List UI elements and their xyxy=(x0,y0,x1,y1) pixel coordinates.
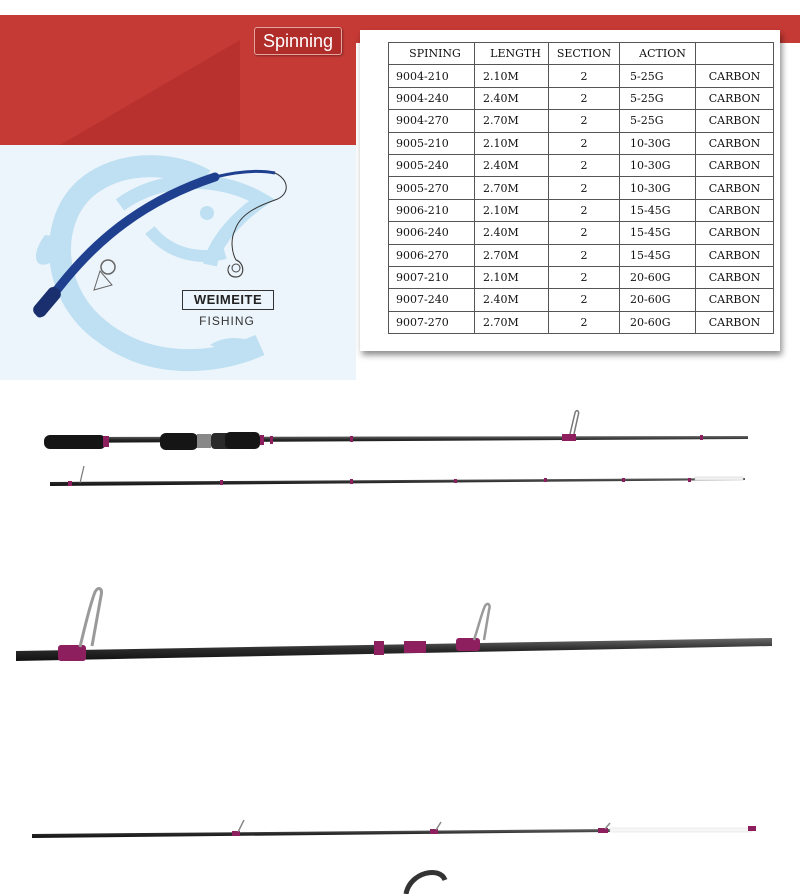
cell-length: 2.70M xyxy=(475,311,549,333)
cell-action: 5-25G xyxy=(620,87,696,109)
cell-model: 9005-240 xyxy=(389,154,475,176)
cell-section: 2 xyxy=(549,244,620,266)
rod-closeup-middle xyxy=(16,589,772,661)
cell-material: CARBON xyxy=(696,266,774,288)
cell-length: 2.70M xyxy=(475,110,549,132)
cell-section: 2 xyxy=(549,222,620,244)
cell-model: 9006-210 xyxy=(389,199,475,221)
cell-length: 2.40M xyxy=(475,154,549,176)
cell-model: 9007-240 xyxy=(389,289,475,311)
cell-length: 2.40M xyxy=(475,222,549,244)
cell-section: 2 xyxy=(549,199,620,221)
header-length: LENGTH xyxy=(475,43,549,65)
cell-model: 9005-270 xyxy=(389,177,475,199)
cell-action: 15-45G xyxy=(620,199,696,221)
cell-length: 2.40M xyxy=(475,87,549,109)
cell-length: 2.70M xyxy=(475,177,549,199)
cell-section: 2 xyxy=(549,154,620,176)
header-spining: SPINING xyxy=(389,43,475,65)
cell-model: 9006-240 xyxy=(389,222,475,244)
cell-action: 10-30G xyxy=(620,154,696,176)
cell-material: CARBON xyxy=(696,311,774,333)
cell-material: CARBON xyxy=(696,110,774,132)
cell-action: 5-25G xyxy=(620,110,696,132)
rod-butt-section xyxy=(44,411,748,450)
cell-model: 9004-270 xyxy=(389,110,475,132)
cell-material: CARBON xyxy=(696,132,774,154)
cell-material: CARBON xyxy=(696,289,774,311)
header-action: ACTION xyxy=(620,43,696,65)
cell-length: 2.10M xyxy=(475,266,549,288)
cell-action: 5-25G xyxy=(620,65,696,87)
cell-material: CARBON xyxy=(696,65,774,87)
cell-length: 2.10M xyxy=(475,65,549,87)
cell-section: 2 xyxy=(549,177,620,199)
cell-length: 2.10M xyxy=(475,199,549,221)
cell-length: 2.40M xyxy=(475,289,549,311)
cell-section: 2 xyxy=(549,110,620,132)
cell-action: 15-45G xyxy=(620,222,696,244)
cell-action: 10-30G xyxy=(620,177,696,199)
cell-action: 20-60G xyxy=(620,266,696,288)
cell-model: 9007-270 xyxy=(389,311,475,333)
cell-length: 2.70M xyxy=(475,244,549,266)
cell-section: 2 xyxy=(549,266,620,288)
cell-model: 9005-210 xyxy=(389,132,475,154)
cell-length: 2.10M xyxy=(475,132,549,154)
cell-section: 2 xyxy=(549,65,620,87)
cell-action: 10-30G xyxy=(620,132,696,154)
cell-section: 2 xyxy=(549,132,620,154)
cell-material: CARBON xyxy=(696,244,774,266)
cell-material: CARBON xyxy=(696,177,774,199)
guide-ring-icon xyxy=(406,872,445,894)
cell-model: 9007-210 xyxy=(389,266,475,288)
header-section: SECTION xyxy=(549,43,620,65)
cell-action: 20-60G xyxy=(620,311,696,333)
cell-section: 2 xyxy=(549,311,620,333)
cell-model: 9004-210 xyxy=(389,65,475,87)
cell-action: 15-45G xyxy=(620,244,696,266)
rod-closeup-tip xyxy=(32,820,756,838)
cell-material: CARBON xyxy=(696,222,774,244)
cell-model: 9004-240 xyxy=(389,87,475,109)
cell-model: 9006-270 xyxy=(389,244,475,266)
cell-section: 2 xyxy=(549,289,620,311)
brand-name: WEIMEITE xyxy=(182,290,274,310)
spinning-tag: Spinning xyxy=(254,27,342,55)
cell-action: 20-60G xyxy=(620,289,696,311)
brand-subtitle: FISHING xyxy=(199,314,255,328)
rod-tip-section xyxy=(50,466,745,486)
cell-section: 2 xyxy=(549,87,620,109)
cell-material: CARBON xyxy=(696,154,774,176)
cell-material: CARBON xyxy=(696,199,774,221)
cell-material: CARBON xyxy=(696,87,774,109)
